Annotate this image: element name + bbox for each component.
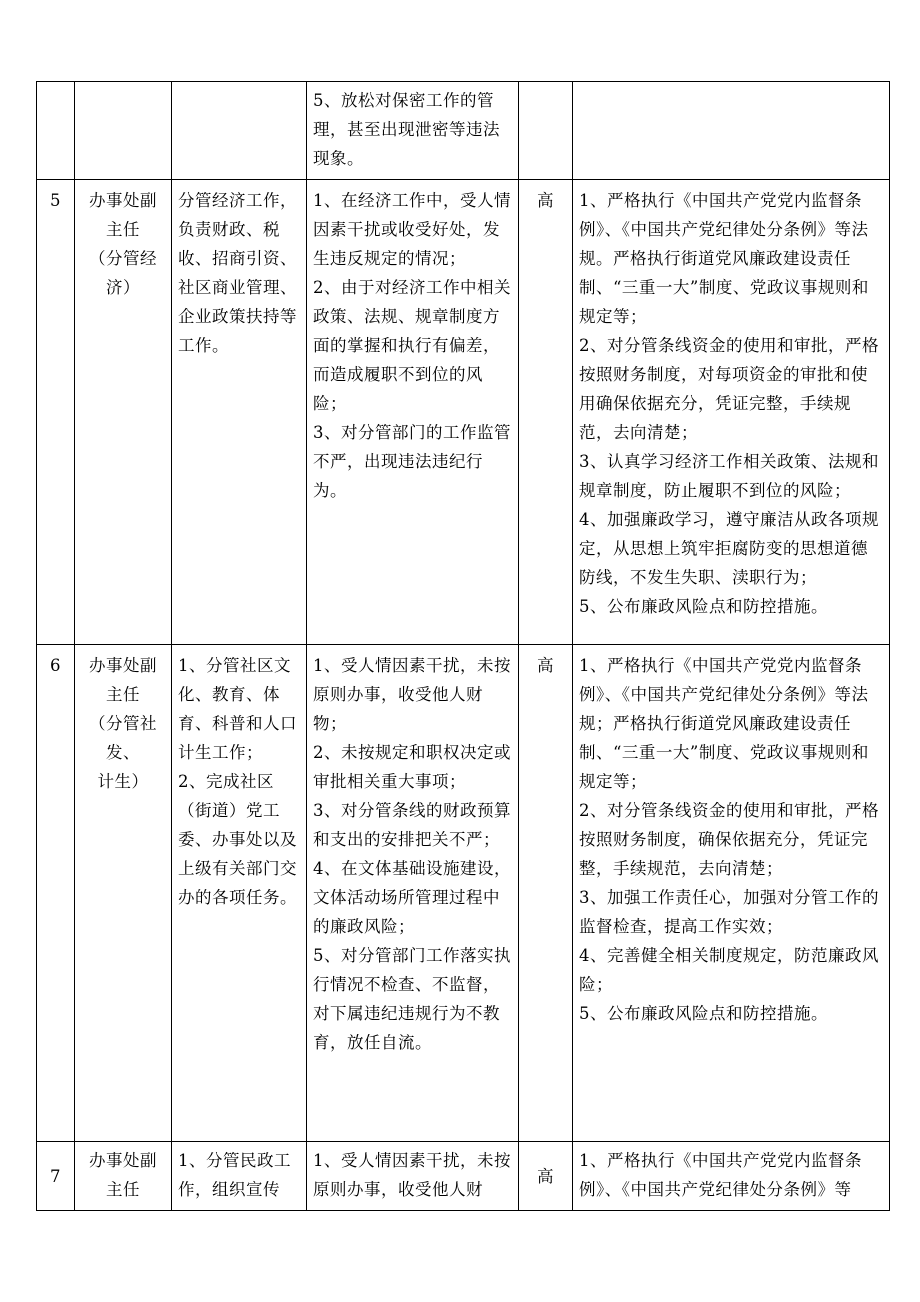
risk-item: 4、在文体基础设施建设，文体活动场所管理过程中的廉政风险；	[313, 859, 511, 936]
risk-item: 5、对分管部门工作落实执行情况不检查、不监督，对下属违纪违规行为不教育，放任自流。	[313, 946, 511, 1052]
measure-item: 3、认真学习经济工作相关政策、法规和规章制度，防止履职不到位的风险；	[579, 452, 879, 500]
measures-cell	[573, 82, 890, 180]
measure-item: 2、对分管条线资金的使用和审批，严格按照财务制度，对每项资金的审批和使用确保依据充分，凭证完整，手续规范，去向清楚；	[579, 336, 879, 442]
duty-item: 2、完成社区（街道）党工委、办事处以及上级有关部门交办的各项任务。	[178, 772, 297, 907]
risk-item: 3、对分管部门的工作监管不严，出现违法违纪行为。	[313, 423, 511, 500]
measure-item: 4、完善健全相关制度规定，防范廉政风险；	[579, 946, 879, 994]
post-line: 主任	[106, 685, 140, 704]
risk-level: 高	[519, 1142, 573, 1211]
risk-item: 1、在经济工作中，受人情因素干扰或收受好处，发生违反规定的情况；	[313, 191, 511, 268]
duties-cell	[172, 645, 307, 1142]
row-number: 6	[37, 645, 75, 1142]
risks-cell	[307, 1142, 519, 1211]
post-line: 办事处副	[89, 1151, 157, 1170]
post-line: （分管经	[89, 249, 157, 268]
duties-cell	[172, 180, 307, 645]
post-cell	[75, 1142, 172, 1211]
post-line: 计生）	[97, 772, 149, 791]
measures-cell	[573, 1142, 890, 1211]
post-line: 发、	[106, 743, 140, 762]
measures-cell	[573, 645, 890, 1142]
post-line: （分管社	[89, 714, 157, 733]
risk-level	[519, 82, 573, 180]
measure-item: 4、加强廉政学习，遵守廉洁从政各项规定，从思想上筑牢拒腐防变的思想道德防线，不发生失职、渎职行为；	[579, 510, 879, 587]
duties-cell	[172, 82, 307, 180]
risk-level: 高	[519, 180, 573, 645]
measure-item: 2、对分管条线资金的使用和审批，严格按照财务制度，确保依据充分，凭证完整，手续规范，去向清楚；	[579, 801, 879, 878]
duty-item: 分管经济工作，负责财政、税收、招商引资、社区商业管理、企业政策扶持等工作。	[178, 191, 297, 355]
table-row	[37, 180, 890, 645]
measure-item: 1、严格执行《中国共产党党内监督条例》、《中国共产党纪律处分条例》等法规。严格执行街道党风廉政建设责任制、“三重一大”制度、党政议事规则和规定等；	[579, 191, 869, 326]
risk-table	[36, 81, 890, 1211]
risk-item: 3、对分管条线的财政预算和支出的安排把关不严；	[313, 801, 511, 849]
post-cell	[75, 82, 172, 180]
table-row	[37, 82, 890, 180]
post-line: 主任	[106, 220, 140, 239]
duty-item: 1、分管民政工作，组织宣传	[178, 1151, 291, 1199]
risk-level: 高	[519, 645, 573, 1142]
table-row	[37, 1142, 890, 1211]
risk-item: 2、未按规定和职权决定或审批相关重大事项；	[313, 743, 511, 791]
risk-item: 1、受人情因素干扰，未按原则办事，收受他人财	[313, 1151, 511, 1199]
duties-cell	[172, 1142, 307, 1211]
row-number: 7	[37, 1142, 75, 1211]
measure-item: 5、公布廉政风险点和防控措施。	[579, 597, 828, 616]
post-cell	[75, 645, 172, 1142]
row-number: 5	[37, 180, 75, 645]
post-cell	[75, 180, 172, 645]
post-line: 济）	[106, 278, 140, 297]
risk-item: 2、由于对经济工作中相关政策、法规、规章制度方面的掌握和执行有偏差，而造成履职不到位的风险；	[313, 278, 511, 413]
risks-cell	[307, 82, 519, 180]
row-number	[37, 82, 75, 180]
duty-item: 1、分管社区文化、教育、体育、科普和人口计生工作；	[178, 656, 297, 762]
measure-item: 3、加强工作责任心，加强对分管工作的监督检查，提高工作实效；	[579, 888, 879, 936]
risks-cell	[307, 180, 519, 645]
post-line: 办事处副	[89, 191, 157, 210]
measure-item: 5、公布廉政风险点和防控措施。	[579, 1004, 828, 1023]
risks-cell	[307, 645, 519, 1142]
post-line: 办事处副	[89, 656, 157, 675]
measure-item: 1、严格执行《中国共产党党内监督条例》、《中国共产党纪律处分条例》等	[579, 1151, 862, 1199]
measure-item: 1、严格执行《中国共产党党内监督条例》、《中国共产党纪律处分条例》等法规；严格执行街道党风廉政建设责任制、“三重一大”制度、党政议事规则和规定等；	[579, 656, 869, 791]
risk-item: 5、放松对保密工作的管理，甚至出现泄密等违法现象。	[313, 91, 500, 168]
risk-item: 1、受人情因素干扰，未按原则办事，收受他人财物；	[313, 656, 511, 733]
table-row	[37, 645, 890, 1142]
measures-cell	[573, 180, 890, 645]
post-line: 主任	[106, 1180, 140, 1199]
